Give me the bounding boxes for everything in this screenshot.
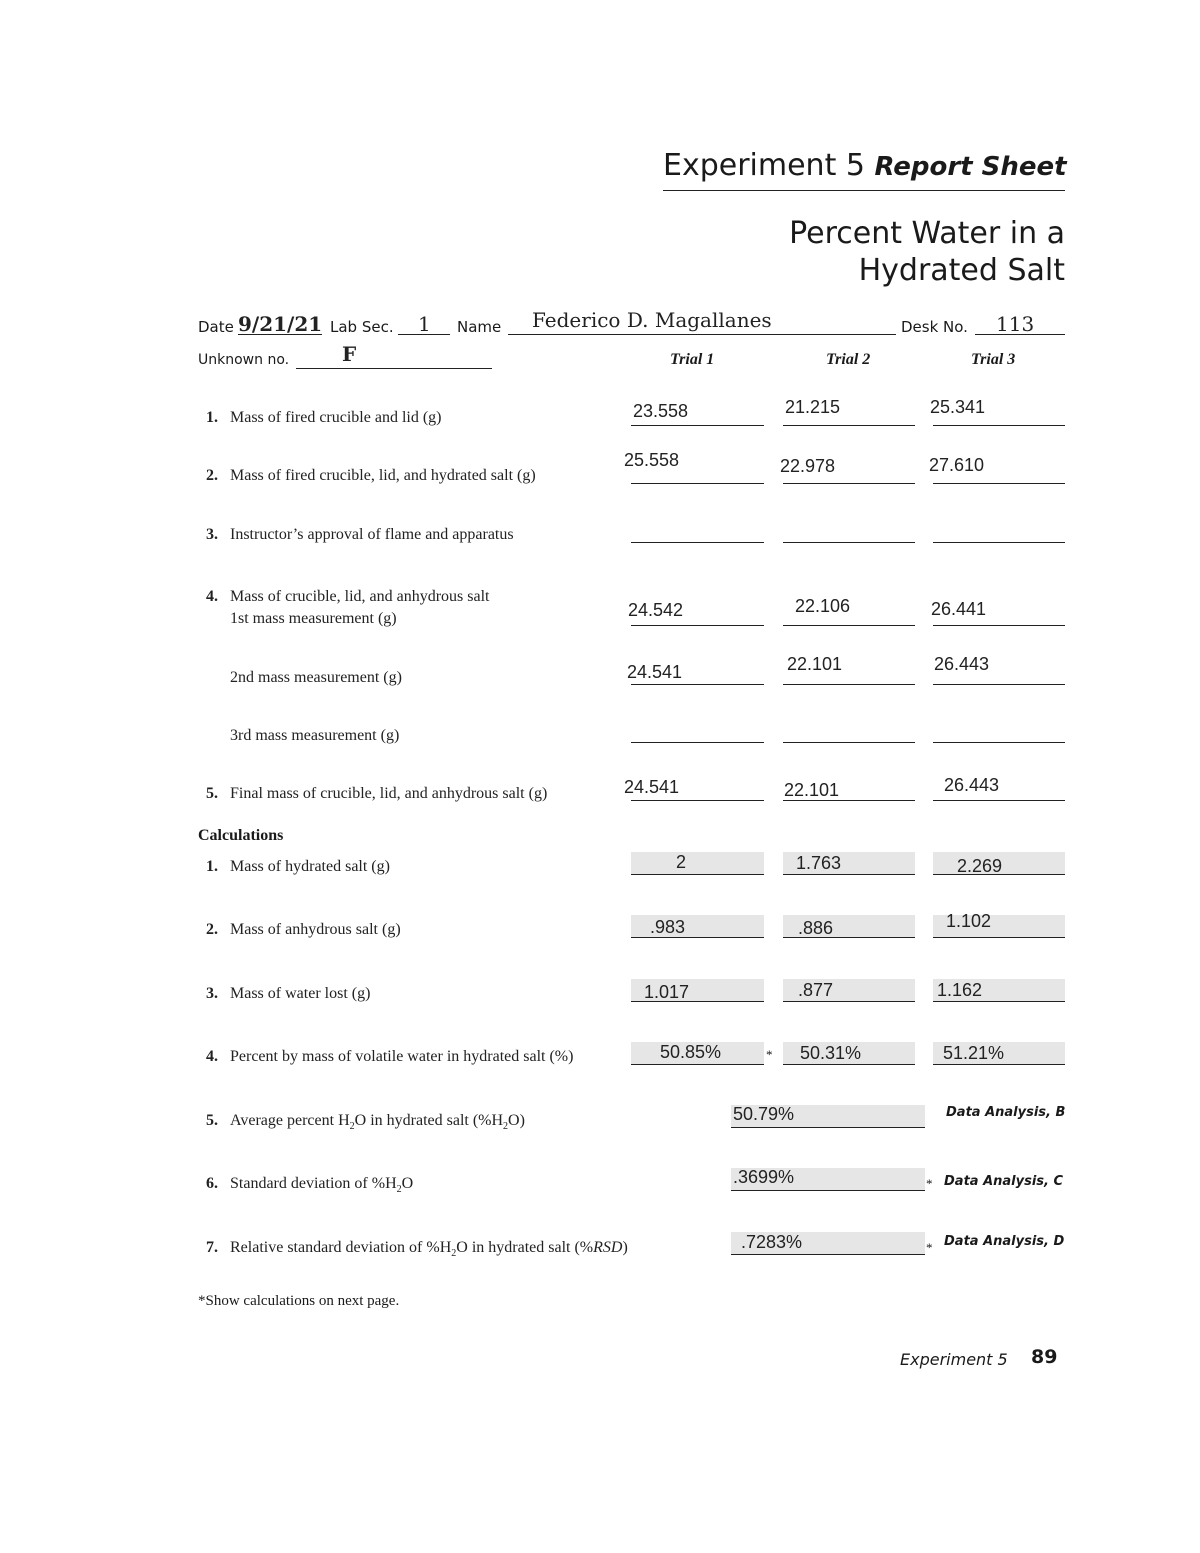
trial-2-line — [783, 625, 915, 626]
row-label: Mass of hydrated salt (g) — [230, 858, 390, 875]
stdev-line — [731, 1190, 925, 1191]
trial-1-line — [631, 483, 764, 484]
c2-trial-2[interactable]: .886 — [798, 918, 834, 938]
c3-trial-2[interactable]: .877 — [798, 980, 834, 1000]
trial-3-header: Trial 3 — [971, 351, 1016, 368]
m1-trial-3[interactable]: 25.341 — [930, 397, 986, 417]
name-value: Federico D. Magallanes — [532, 308, 772, 332]
c4-trial-2[interactable]: 50.31% — [800, 1043, 862, 1063]
trial-3-line — [933, 684, 1065, 685]
row-number: 7. — [206, 1239, 218, 1256]
row-label-rsd: RSD — [593, 1239, 623, 1256]
row-label-end: ) — [622, 1239, 628, 1256]
trial-3-line — [933, 483, 1065, 484]
trial-3-line — [933, 800, 1065, 801]
average-line — [731, 1127, 925, 1128]
row-number: 2. — [206, 921, 218, 938]
row-label: Percent by mass of volatile water in hydrated salt (%) — [230, 1048, 574, 1065]
row-number: 1. — [206, 858, 218, 875]
footnote: *Show calculations on next page. — [198, 1293, 400, 1309]
trial-1-line — [631, 425, 764, 426]
row-label: Mass of water lost (g) — [230, 985, 371, 1002]
experiment-heading — [663, 148, 1067, 183]
row-number: 4. — [206, 1048, 218, 1065]
row-label-end: O — [401, 1175, 414, 1192]
m4-trial-2[interactable]: 22.106 — [795, 596, 851, 616]
m4-trial-1[interactable]: 24.542 — [628, 600, 684, 620]
stdev-value[interactable]: .3699% — [733, 1167, 795, 1187]
row-label: Mass of fired crucible and lid (g) — [230, 409, 442, 426]
heading-rule — [663, 190, 1065, 191]
m1-trial-1[interactable]: 23.558 — [633, 401, 689, 421]
calculations-heading: Calculations — [198, 827, 284, 844]
asterisk-marker: * — [766, 1047, 773, 1062]
summary-row-7-label — [206, 1239, 628, 1259]
c1-trial-2[interactable]: 1.763 — [796, 853, 842, 873]
rsd-value[interactable]: .7283% — [741, 1232, 803, 1252]
subscript: 2 — [503, 1121, 509, 1133]
trial-2-line[interactable] — [783, 742, 915, 743]
average-value[interactable]: 50.79% — [733, 1104, 795, 1124]
desk-label: Desk No. — [901, 318, 968, 336]
row-label: Mass of fired crucible, lid, and hydrated salt (g) — [230, 467, 536, 484]
summary-row-6-label — [206, 1175, 413, 1195]
row-number: 4. — [206, 588, 218, 605]
calc-row-1-label — [206, 858, 390, 876]
c3-trial-1[interactable]: 1.017 — [644, 982, 690, 1002]
unknown-value: F — [342, 342, 357, 366]
c3-trial-3[interactable]: 1.162 — [937, 980, 983, 1000]
trial-1-line — [631, 625, 764, 626]
measurement-row-3rd-label: 3rd mass measurement (g) — [230, 727, 400, 744]
row-number: 2. — [206, 467, 218, 484]
measurement-row-1-label — [206, 409, 441, 427]
measurement-row-2-label — [206, 467, 536, 485]
trial-1-field — [631, 852, 764, 874]
row-label-mid: O in hydrated salt (% — [456, 1239, 594, 1256]
name-line — [508, 334, 896, 335]
desk-value: 113 — [996, 312, 1035, 336]
trial-2-line — [783, 425, 915, 426]
m2-trial-2[interactable]: 22.978 — [780, 456, 836, 476]
asterisk-marker: * — [926, 1240, 933, 1255]
experiment-label: Experiment 5 — [663, 148, 865, 183]
row-label: Mass of anhydrous salt (g) — [230, 921, 401, 938]
trial-3-line — [933, 625, 1065, 626]
m4-trial-3[interactable]: 26.441 — [931, 599, 987, 619]
trial-1-line — [631, 874, 764, 875]
name-label: Name — [457, 318, 502, 336]
row-label-mid: O in hydrated salt (%H — [354, 1112, 504, 1129]
trial-3-line — [933, 1064, 1065, 1065]
trial-1-header: Trial 1 — [670, 351, 715, 368]
trial-3-line — [933, 937, 1065, 938]
measurement-row-2nd-label: 2nd mass measurement (g) — [230, 669, 402, 686]
m5-trial-2[interactable]: 22.101 — [784, 780, 840, 800]
m4b-trial-3[interactable]: 26.443 — [934, 654, 990, 674]
c1-trial-3[interactable]: 2.269 — [957, 856, 1003, 876]
row-label-end: O) — [508, 1112, 525, 1129]
trial-2-line — [783, 1064, 915, 1065]
subscript: 2 — [396, 1184, 402, 1196]
row-label: Relative standard deviation of %H — [230, 1239, 452, 1256]
trial-1-line[interactable] — [631, 742, 764, 743]
footer-experiment: Experiment 5 — [900, 1350, 1008, 1369]
measurement-row-3-label — [206, 526, 514, 544]
trial-1-line — [631, 1064, 764, 1065]
asterisk-marker: * — [926, 1176, 933, 1191]
row-label: Final mass of crucible, lid, and anhydrous salt (g) — [230, 785, 548, 802]
row-label: Average percent H — [230, 1112, 350, 1129]
m2-trial-3[interactable]: 27.610 — [929, 455, 985, 475]
trial-1-line — [631, 684, 764, 685]
trial-2-line — [783, 874, 915, 875]
calc-row-4-label — [206, 1048, 573, 1066]
trial-3-line — [933, 425, 1065, 426]
c4-trial-3[interactable]: 51.21% — [943, 1043, 1005, 1063]
unknown-label: Unknown no. — [198, 352, 290, 368]
lab-sec-value: 1 — [418, 312, 431, 336]
c2-trial-1[interactable]: .983 — [650, 917, 686, 937]
trial-1-line — [631, 800, 764, 801]
measurement-row-4-label — [206, 588, 490, 606]
rsd-line — [731, 1254, 925, 1255]
page-number: 89 — [1031, 1346, 1058, 1368]
calc-row-3-label — [206, 985, 370, 1003]
c2-trial-3[interactable]: 1.102 — [946, 911, 992, 931]
trial-3-line[interactable] — [933, 742, 1065, 743]
m4b-trial-2[interactable]: 22.101 — [787, 654, 843, 674]
m2-trial-1[interactable]: 25.558 — [624, 450, 680, 470]
row-number: 5. — [206, 785, 218, 802]
row-label: Instructor’s approval of flame and apparatus — [230, 526, 514, 543]
m5-trial-3[interactable]: 26.443 — [944, 775, 1000, 795]
lab-sec-label: Lab Sec. — [330, 318, 394, 336]
date-value: 9/21/21 — [238, 312, 323, 336]
trial-2-line — [783, 684, 915, 685]
subscript: 2 — [451, 1248, 457, 1260]
measurement-row-5-label — [206, 785, 547, 803]
row-label: Standard deviation of %H — [230, 1175, 397, 1192]
m5-trial-1[interactable]: 24.541 — [624, 777, 680, 797]
trial-3-line[interactable] — [933, 542, 1065, 543]
unknown-line — [296, 368, 492, 369]
trial-3-line — [933, 1001, 1065, 1002]
measurement-row-4-sublabel: 1st mass measurement (g) — [230, 610, 397, 627]
title-line-2: Hydrated Salt — [858, 253, 1065, 288]
data-analysis-d: Data Analysis, D — [944, 1234, 1065, 1249]
c1-trial-1[interactable]: 2 — [676, 852, 687, 872]
date-label: Date — [198, 318, 234, 336]
trial-1-line[interactable] — [631, 542, 764, 543]
trial-2-line[interactable] — [783, 542, 915, 543]
data-analysis-c: Data Analysis, C — [944, 1174, 1064, 1189]
row-label: Mass of crucible, lid, and anhydrous salt — [230, 588, 490, 605]
summary-row-5-label — [206, 1112, 525, 1132]
trial-2-line — [783, 1001, 915, 1002]
m4b-trial-1[interactable]: 24.541 — [627, 662, 683, 682]
trial-2-line — [783, 483, 915, 484]
row-number: 6. — [206, 1175, 218, 1192]
row-number: 3. — [206, 526, 218, 543]
row-number: 1. — [206, 409, 218, 426]
data-analysis-b: Data Analysis, B — [946, 1105, 1066, 1120]
calc-row-2-label — [206, 921, 401, 939]
title-line-1: Percent Water in a — [789, 216, 1065, 251]
subscript: 2 — [349, 1121, 355, 1133]
c4-trial-1[interactable]: 50.85% — [660, 1042, 722, 1062]
report-sheet-label: Report Sheet — [874, 152, 1067, 182]
row-number: 5. — [206, 1112, 218, 1129]
m1-trial-2[interactable]: 21.215 — [785, 397, 841, 417]
trial-2-header: Trial 2 — [826, 351, 871, 368]
row-number: 3. — [206, 985, 218, 1002]
